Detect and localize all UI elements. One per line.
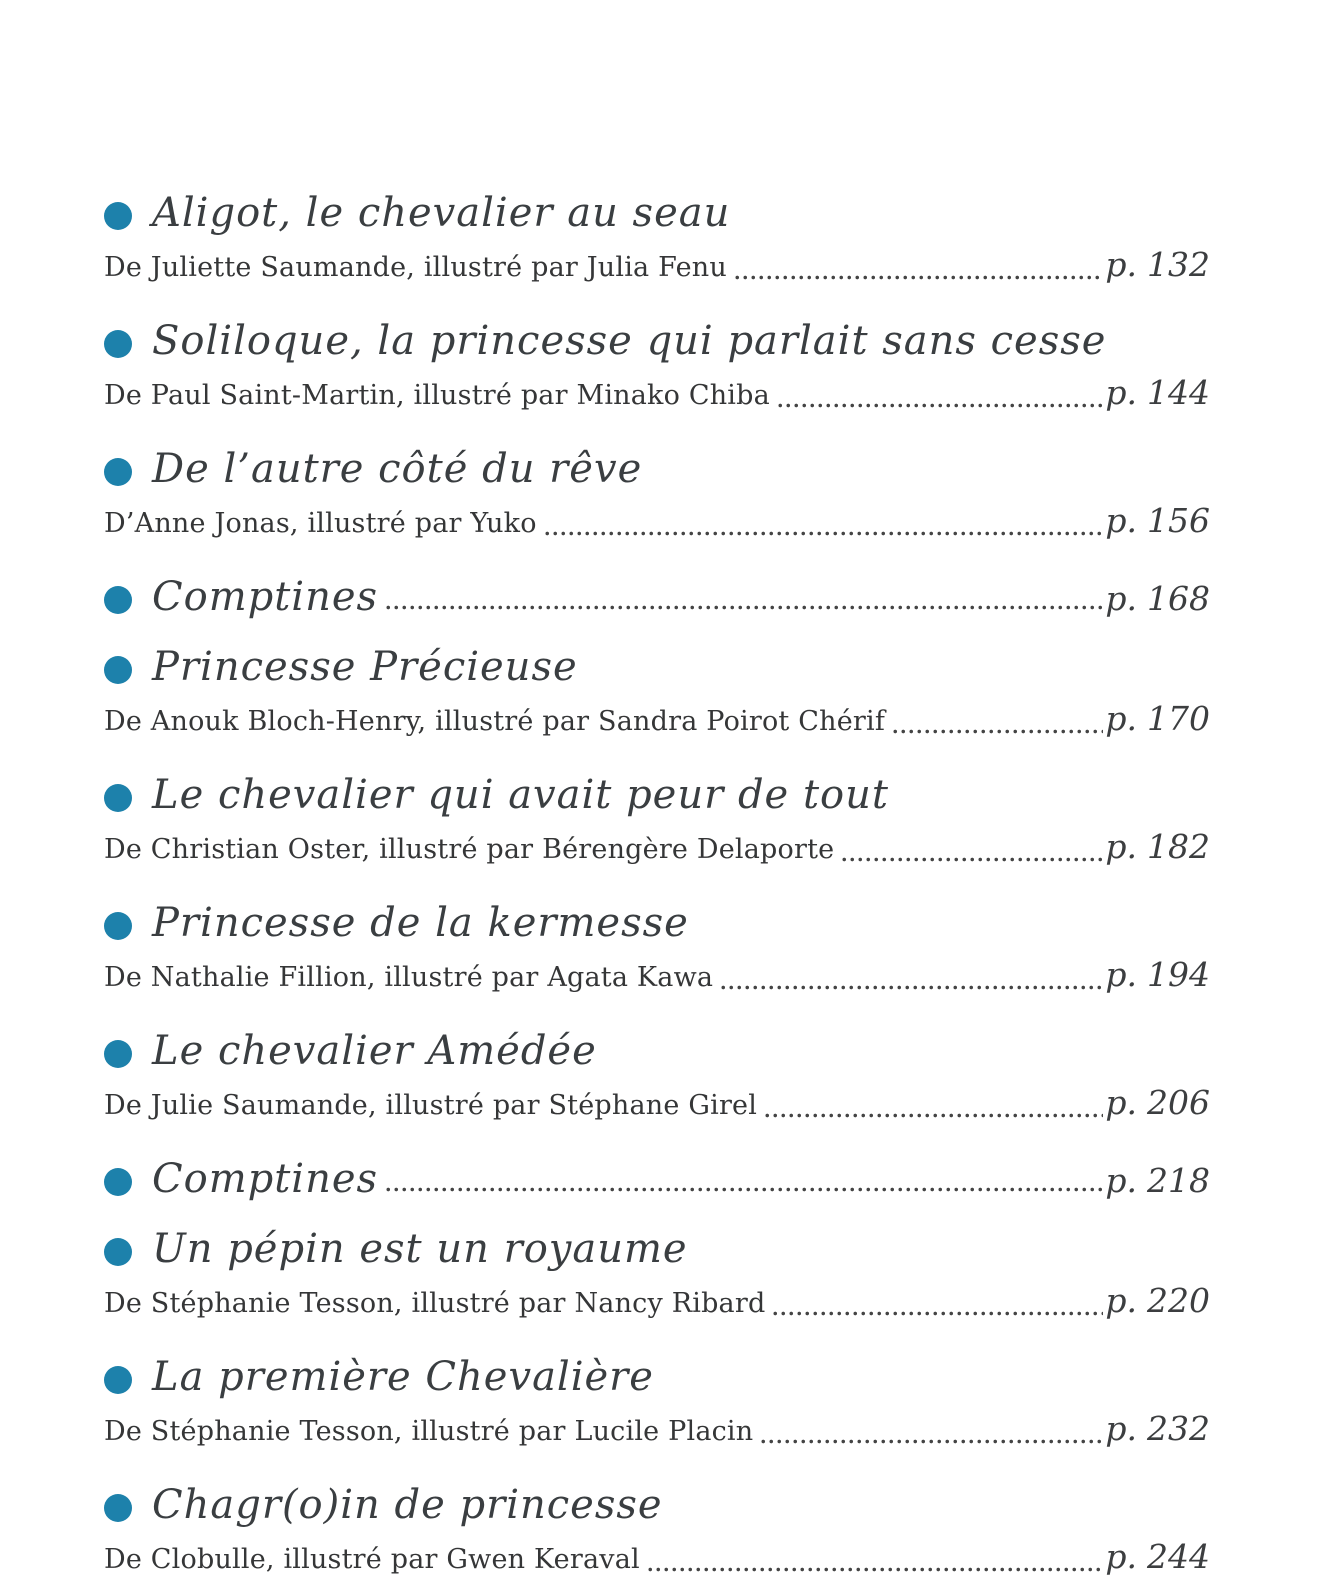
page-value: 168 — [1147, 579, 1210, 618]
entry-title: Comptines — [152, 574, 379, 620]
entry-credit: De Stéphanie Tesson, illustré par Lucile Placin — [104, 1416, 754, 1447]
bullet-icon — [104, 784, 132, 812]
entry-title: Soliloque, la princesse qui parlait sans cesse — [152, 318, 1107, 364]
bullet-icon — [104, 202, 132, 230]
page-value: 132 — [1147, 245, 1210, 284]
page-number — [1105, 697, 1210, 741]
page-value: 218 — [1147, 1161, 1210, 1200]
toc-entry — [104, 1222, 1210, 1326]
entry-credit-row — [104, 825, 1210, 872]
entry-credit: De Christian Oster, illustré par Bérengère Delaporte — [104, 834, 835, 865]
entry-title-row — [104, 186, 1210, 240]
page-number — [1105, 953, 1210, 997]
page-prefix: p. — [1105, 1537, 1137, 1576]
entry-title-row — [104, 314, 1210, 368]
page-value: 170 — [1147, 699, 1210, 738]
page-number — [1105, 243, 1210, 287]
entry-title-row — [104, 1024, 1210, 1078]
entry-credit: De Paul Saint-Martin, illustré par Minako Chiba — [104, 380, 770, 411]
bullet-icon — [104, 1366, 132, 1394]
dotted-leader — [386, 1187, 1103, 1192]
page-value: 194 — [1147, 955, 1210, 994]
page-prefix: p. — [1105, 1409, 1137, 1448]
entry-credit-row — [104, 1407, 1210, 1454]
bullet-icon — [104, 458, 132, 486]
entry-title-row — [104, 570, 1210, 624]
page-value: 220 — [1147, 1281, 1210, 1320]
entry-credit-row — [104, 1081, 1210, 1128]
entry-credit: De Julie Saumande, illustré par Stéphane Girel — [104, 1090, 758, 1121]
page-prefix: p. — [1105, 827, 1137, 866]
entry-credit-row — [104, 243, 1210, 290]
toc-entry — [104, 1478, 1210, 1582]
dotted-leader — [545, 531, 1104, 536]
bullet-icon — [104, 330, 132, 358]
page-value: 144 — [1147, 373, 1210, 412]
page-number — [1105, 1159, 1210, 1203]
entry-credit-row — [104, 371, 1210, 418]
entry-credit-row — [104, 1535, 1210, 1582]
entry-title-row — [104, 1478, 1210, 1532]
page-number — [1105, 1535, 1210, 1579]
entry-title-row — [104, 1222, 1210, 1276]
page-prefix: p. — [1105, 1281, 1137, 1320]
toc-entry — [104, 1350, 1210, 1454]
entry-title-row — [104, 1350, 1210, 1404]
page-prefix: p. — [1105, 1161, 1137, 1200]
dotted-leader — [735, 275, 1103, 280]
page-prefix: p. — [1105, 579, 1137, 618]
table-of-contents — [104, 186, 1210, 1582]
entry-title: Princesse Précieuse — [152, 644, 578, 690]
dotted-leader — [773, 1311, 1103, 1316]
dotted-leader — [893, 729, 1103, 734]
page-value: 244 — [1147, 1537, 1210, 1576]
entry-credit: De Stéphanie Tesson, illustré par Nancy Ribard — [104, 1288, 766, 1319]
page-value: 156 — [1147, 501, 1210, 540]
page-prefix: p. — [1105, 501, 1137, 540]
toc-entry — [104, 896, 1210, 1000]
dotted-leader — [842, 857, 1103, 862]
page-value: 182 — [1147, 827, 1210, 866]
entry-credit-row — [104, 953, 1210, 1000]
entry-title: La première Chevalière — [152, 1354, 654, 1400]
page-prefix: p. — [1105, 373, 1137, 412]
dotted-leader — [721, 985, 1103, 990]
page-number — [1105, 577, 1210, 621]
entry-title: Le chevalier qui avait peur de tout — [152, 772, 889, 818]
page-number — [1105, 1407, 1210, 1451]
toc-entry — [104, 640, 1210, 744]
entry-title-row — [104, 442, 1210, 496]
entry-title: Comptines — [152, 1156, 379, 1202]
bullet-icon — [104, 656, 132, 684]
toc-entry — [104, 570, 1210, 624]
entry-title-row — [104, 640, 1210, 694]
bullet-icon — [104, 1238, 132, 1266]
page-number — [1105, 1081, 1210, 1125]
page-value: 232 — [1147, 1409, 1210, 1448]
dotted-leader — [765, 1113, 1103, 1118]
entry-title: Le chevalier Amédée — [152, 1028, 597, 1074]
toc-entry — [104, 1152, 1210, 1206]
page-prefix: p. — [1105, 699, 1137, 738]
entry-credit: De Anouk Bloch-Henry, illustré par Sandra Poirot Chérif — [104, 706, 886, 737]
entry-credit: De Clobulle, illustré par Gwen Keraval — [104, 1544, 640, 1575]
entry-credit: De Nathalie Fillion, illustré par Agata Kawa — [104, 962, 714, 993]
page-number — [1105, 825, 1210, 869]
entry-credit-row — [104, 1279, 1210, 1326]
toc-entry — [104, 1024, 1210, 1128]
entry-title-row — [104, 768, 1210, 822]
page-number — [1105, 371, 1210, 415]
dotted-leader — [761, 1439, 1103, 1444]
page-value: 206 — [1147, 1083, 1210, 1122]
entry-credit-row — [104, 499, 1210, 546]
bullet-icon — [104, 1168, 132, 1196]
entry-title: Un pépin est un royaume — [152, 1226, 688, 1272]
dotted-leader — [778, 403, 1103, 408]
page-prefix: p. — [1105, 955, 1137, 994]
dotted-leader — [386, 605, 1103, 610]
entry-credit: De Juliette Saumande, illustré par Julia Fenu — [104, 252, 727, 283]
bullet-icon — [104, 1040, 132, 1068]
bullet-icon — [104, 912, 132, 940]
toc-entry — [104, 186, 1210, 290]
dotted-leader — [648, 1567, 1104, 1572]
entry-credit-row — [104, 697, 1210, 744]
page-prefix: p. — [1105, 1083, 1137, 1122]
toc-entry — [104, 314, 1210, 418]
entry-title: Chagr(o)in de princesse — [152, 1482, 663, 1528]
entry-credit: D’Anne Jonas, illustré par Yuko — [104, 508, 537, 539]
page-prefix: p. — [1105, 245, 1137, 284]
page-number — [1105, 499, 1210, 543]
toc-entry — [104, 442, 1210, 546]
page-number — [1105, 1279, 1210, 1323]
entry-title-row — [104, 1152, 1210, 1206]
bullet-icon — [104, 1494, 132, 1522]
bullet-icon — [104, 586, 132, 614]
entry-title: Aligot, le chevalier au seau — [152, 190, 731, 236]
toc-entry — [104, 768, 1210, 872]
entry-title: De l’autre côté du rêve — [152, 446, 643, 492]
entry-title: Princesse de la kermesse — [152, 900, 689, 946]
entry-title-row — [104, 896, 1210, 950]
